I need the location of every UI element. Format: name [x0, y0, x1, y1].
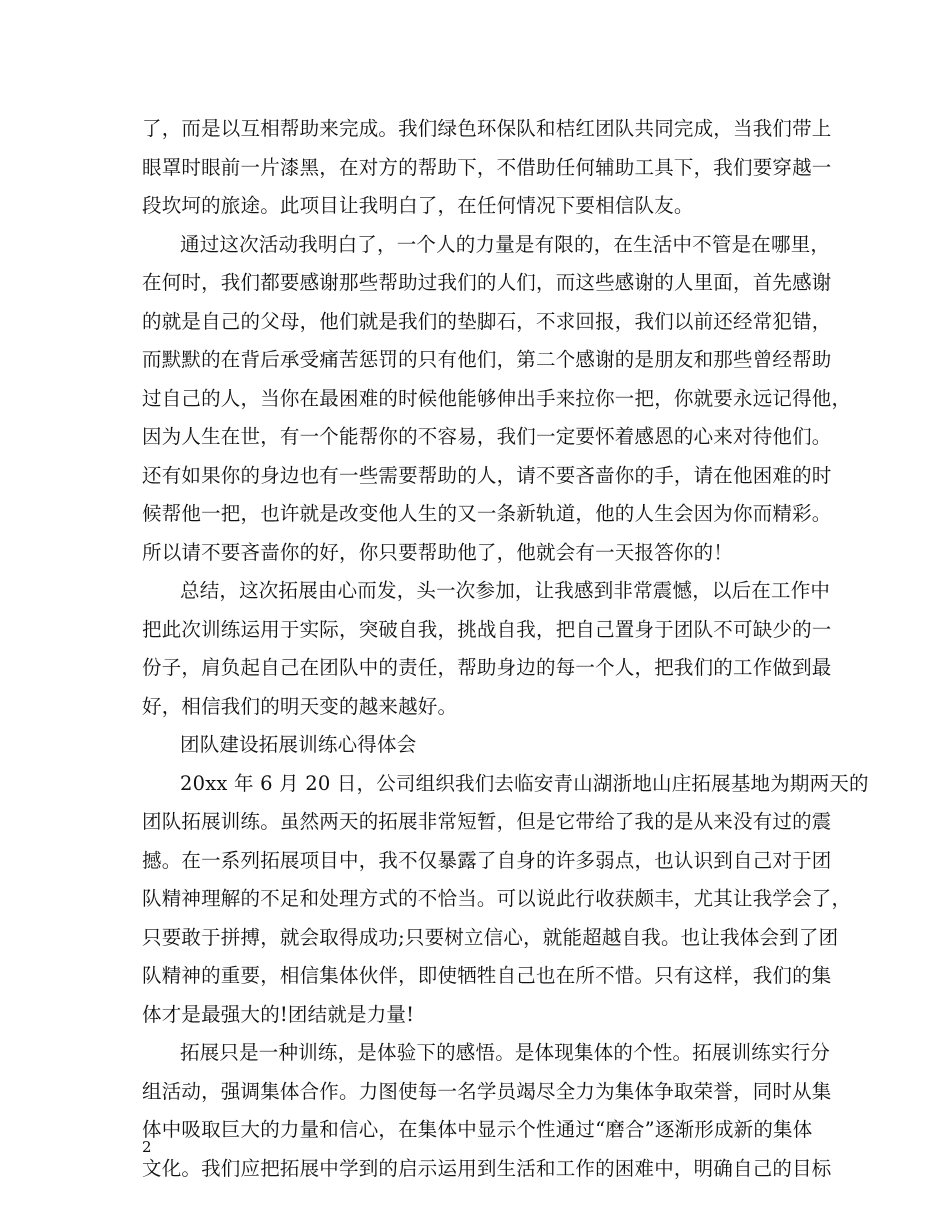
- body-text-line: 候帮他一把，也许就是改变他人生的又一条新轨道，他的人生会因为你而精彩。: [142, 502, 832, 525]
- body-text-line: 在何时，我们都要感谢那些帮助过我们的人们，而这些感谢的人里面，首先感谢: [142, 271, 832, 294]
- body-text-line: 只要敢于拼搏，就会取得成功;只要树立信心，就能超越自我。也让我体会到了团: [142, 926, 839, 949]
- body-text-line: 体中吸取巨大的力量和信心，在集体中显示个性通过“磨合”逐渐形成新的集体: [142, 1118, 813, 1141]
- body-text-line: 所以请不要吝啬你的好，你只要帮助他了，他就会有一天报答你的！: [142, 541, 734, 564]
- body-text-line: 通过这次活动我明白了，一个人的力量是有限的，在生活中不管是在哪里，: [180, 233, 831, 256]
- body-text-line: 组活动，强调集体合作。力图使每一名学员竭尽全力为集体争取荣誉，同时从集: [142, 1080, 832, 1103]
- body-text-line: 撼。在一系列拓展项目中，我不仅暴露了自身的许多弱点，也认识到自己对于团: [142, 849, 832, 872]
- body-text-line: 的就是自己的父母，他们就是我们的垫脚石，不求回报，我们以前还经常犯错，: [142, 310, 832, 333]
- body-text-line: 眼罩时眼前一片漆黑，在对方的帮助下，不借助任何辅助工具下，我们要穿越一: [142, 156, 832, 179]
- body-text-line: 过自己的人，当你在最困难的时候他能够伸出手来拉你一把，你就要永远记得他，: [142, 387, 852, 410]
- body-text-line: 而默默的在背后承受痛苦惩罚的只有他们，第二个感谢的是朋友和那些曾经帮助: [142, 348, 832, 371]
- body-text-line: 份子，肩负起自己在团队中的责任，帮助身边的每一个人，把我们的工作做到最: [142, 656, 832, 679]
- body-text-line: 因为人生在世，有一个能帮你的不容易，我们一定要怀着感恩的心来对待他们。: [142, 425, 832, 448]
- body-text-line: 把此次训练运用于实际，突破自我，挑战自我，把自己置身于团队不可缺少的一: [142, 618, 832, 641]
- body-text-line: 了，而是以互相帮助来完成。我们绿色环保队和桔红团队共同完成，当我们带上: [142, 117, 832, 140]
- body-text-line: 团队拓展训练。虽然两天的拓展非常短暂，但是它带给了我的是从来没有过的震: [142, 810, 832, 833]
- body-text-line: 拓展只是一种训练，是体验下的感悟。是体现集体的个性。拓展训练实行分: [180, 1041, 831, 1064]
- body-text-line: 还有如果你的身边也有一些需要帮助的人，请不要吝啬你的手，请在他困难的时: [142, 464, 832, 487]
- body-text-line: 好，相信我们的明天变的越来越好。: [142, 695, 458, 718]
- body-text-line: 体才是最强大的!团结就是力量!: [142, 1003, 415, 1026]
- body-text-line: 文化。我们应把拓展中学到的启示运用到生活和工作的困难中，明确自己的目标: [142, 1157, 832, 1180]
- page-number: 2: [142, 1138, 152, 1156]
- body-text-line: 队精神的重要，相信集体伙伴，即使牺牲自己也在所不惜。只有这样，我们的集: [142, 964, 832, 987]
- body-text-line: 总结，这次拓展由心而发，头一次参加，让我感到非常震憾，以后在工作中: [180, 579, 831, 602]
- section-heading: 团队建设拓展训练心得体会: [180, 733, 417, 756]
- body-text-line: 队精神理解的不足和处理方式的不恰当。可以说此行收获颇丰，尤其让我学会了，: [142, 887, 852, 910]
- body-text-line: 段坎坷的旅途。此项目让我明白了，在任何情况下要相信队友。: [142, 194, 694, 217]
- body-text-line: 20xx 年 6 月 20 日，公司组织我们去临安青山湖浙地山庄拓展基地为期两天的: [180, 772, 869, 795]
